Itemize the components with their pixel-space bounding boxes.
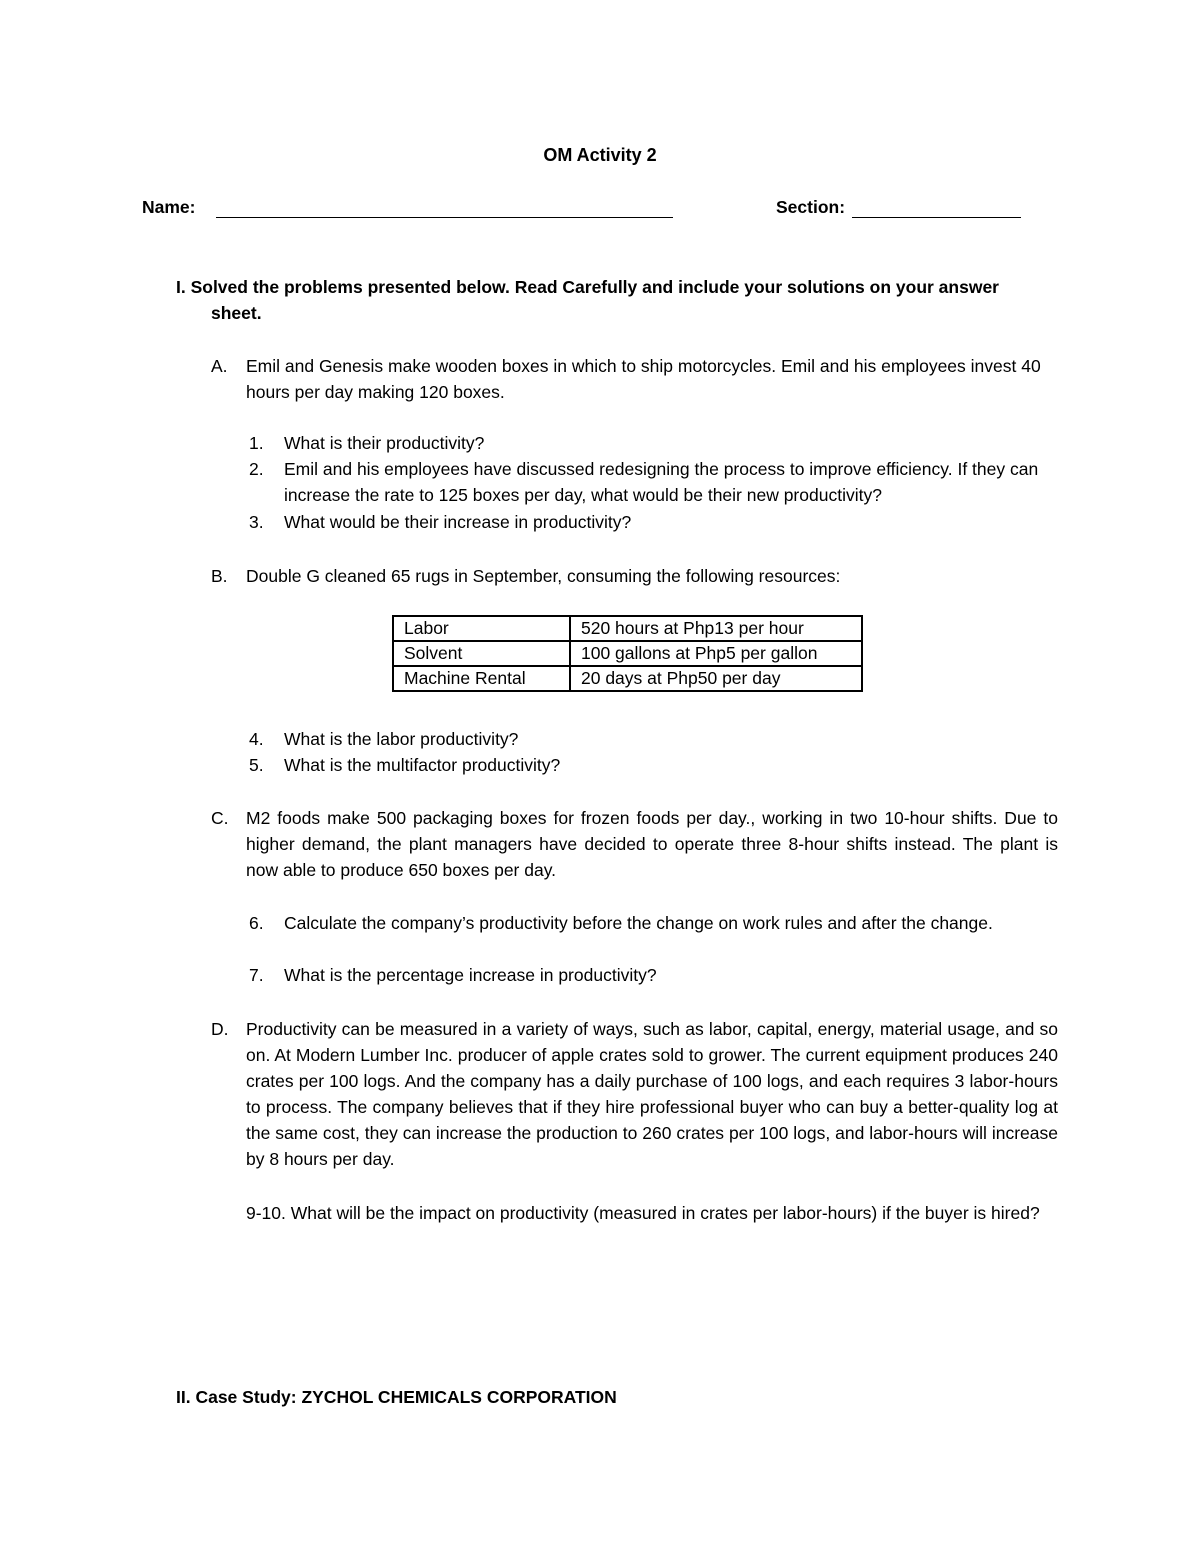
resources-table xyxy=(392,615,863,692)
item-a-text: Emil and Genesis make wooden boxes in which to ship motorcycles. Emil and his employees invest 40 hours per day making 120 boxes. xyxy=(246,356,1041,402)
q4-text: What is the labor productivity? xyxy=(284,729,519,749)
q3-number: 3. xyxy=(249,512,264,532)
q4-number: 4. xyxy=(249,729,264,749)
part1-heading-cont: sheet. xyxy=(211,303,262,323)
q6-number: 6. xyxy=(249,913,264,933)
section-field[interactable] xyxy=(852,198,1021,218)
q7-text: What is the percentage increase in productivity? xyxy=(284,965,657,985)
q2-text: Emil and his employees have discussed redesigning the process to improve efficiency. If they can increase the rate to 125 boxes per day, what would be their new productivity? xyxy=(284,459,1039,505)
table-row xyxy=(393,666,862,691)
item-c-text: M2 foods make 500 packaging boxes for frozen foods per day., working in two 10-hour shifts. Due to higher demand, the plant managers have decided to operate three 8-hour shifts instead. The plant is now able to produce 650 boxes per day. xyxy=(246,808,1058,880)
name-field[interactable] xyxy=(216,198,673,218)
table-cell-amount: 20 days at Php50 per day xyxy=(570,666,862,691)
table-cell-amount: 100 gallons at Php5 per gallon xyxy=(570,641,862,666)
page-title: OM Activity 2 xyxy=(543,145,657,165)
table-row xyxy=(393,616,862,641)
q9-10-text: 9-10. What will be the impact on productivity (measured in crates per labor-hours) if the buyer is hired? xyxy=(246,1203,1040,1223)
item-c-letter: C. xyxy=(211,808,229,828)
q1-number: 1. xyxy=(249,433,264,453)
q6-text: Calculate the company’s productivity before the change on work rules and after the change. xyxy=(284,913,993,933)
name-label: Name: xyxy=(142,197,196,217)
table-cell-resource: Solvent xyxy=(393,641,570,666)
q5-text: What is the multifactor productivity? xyxy=(284,755,561,775)
q5-number: 5. xyxy=(249,755,264,775)
item-b-letter: B. xyxy=(211,566,228,586)
q7-number: 7. xyxy=(249,965,264,985)
item-a-letter: A. xyxy=(211,356,228,376)
part1-heading: I. Solved the problems presented below. Read Carefully and include your solutions on your answer xyxy=(176,277,999,297)
table-cell-amount: 520 hours at Php13 per hour xyxy=(570,616,862,641)
table-cell-resource: Machine Rental xyxy=(393,666,570,691)
table-row xyxy=(393,641,862,666)
section-label: Section: xyxy=(776,197,846,217)
item-b-text: Double G cleaned 65 rugs in September, consuming the following resources: xyxy=(246,566,841,586)
q1-text: What is their productivity? xyxy=(284,433,485,453)
q3-text: What would be their increase in productivity? xyxy=(284,512,632,532)
q2-number: 2. xyxy=(249,459,264,479)
part2-heading: II. Case Study: ZYCHOL CHEMICALS CORPORATION xyxy=(176,1387,617,1407)
item-d-text: Productivity can be measured in a variety of ways, such as labor, capital, energy, material usage, and so on. At Modern Lumber Inc. producer of apple crates sold to grower. The current equipment produces 240 crates per 100 logs. And the company has a daily purchase of 100 logs, and each requires 3 labor-hours to process. The company believes that if they hire professional buyer who can buy a better-quality log at the same cost, they can increase the production to 260 crates per 100 logs, and labor-hours will increase by 8 hours per day. xyxy=(246,1019,1058,1169)
item-d-letter: D. xyxy=(211,1019,229,1039)
table-cell-resource: Labor xyxy=(393,616,570,641)
